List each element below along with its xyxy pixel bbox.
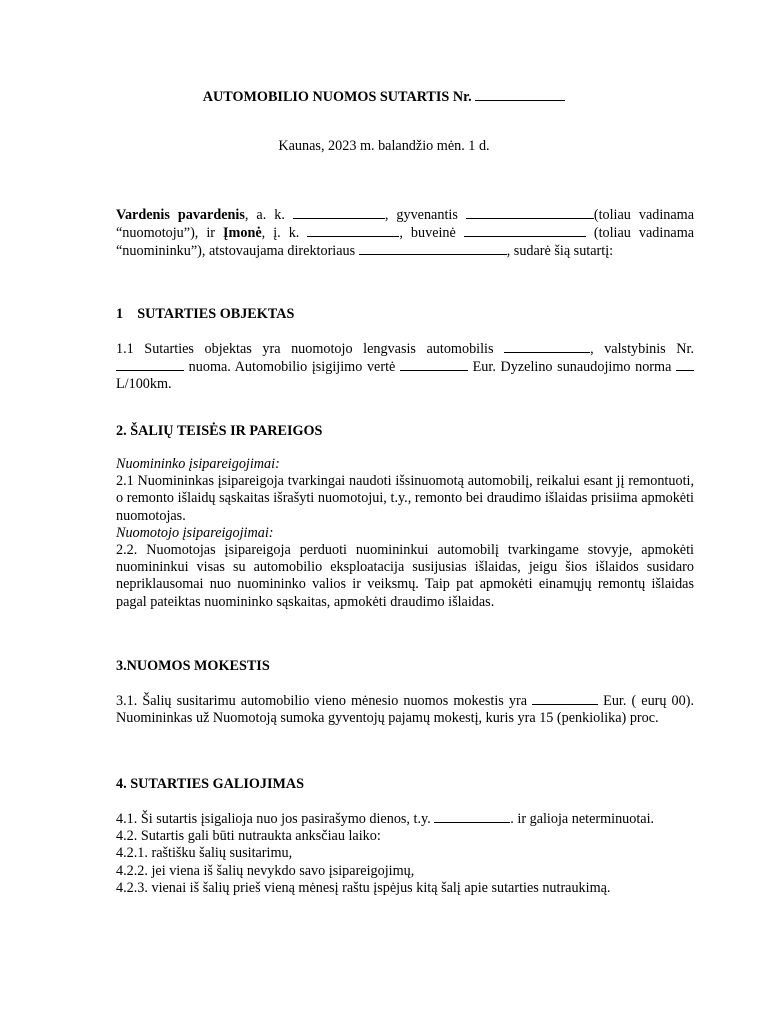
blank <box>400 358 468 371</box>
blank <box>466 206 594 219</box>
section-4-heading: 4. SUTARTIES GALIOJIMAS <box>116 776 305 792</box>
blank <box>676 358 694 371</box>
blank <box>359 242 507 255</box>
party-name: Vardenis pavardenis <box>116 207 245 223</box>
section-3-heading: 3.NUOMOS MOKESTIS <box>116 658 270 674</box>
clause-line: 4.2.1. raštišku šalių susitarimu, <box>116 845 293 862</box>
parties-paragraph: Vardenis pavardenis, a. k. , gyvenantis (toliau vadinama “nuomotoju”), ir Įmonė, į. k. , buveinė (toliau vadinama “nuomininku”), atstovaujama direktoriaus , sudarė šią sutartį: <box>116 207 695 260</box>
blank <box>293 206 385 219</box>
section-4-body <box>116 810 694 897</box>
blank <box>116 358 184 371</box>
section-1-heading: 1 SUTARTIES OBJEKTAS <box>116 306 295 322</box>
blank <box>307 224 399 237</box>
blank <box>532 692 598 705</box>
section-3-text: 3.1. Šalių susitarimu automobilio vieno mėnesio nuomos mokestis yra Eur. ( eurų 00). Nuomininkas už Nuomotoją sumoka gyventojų pajamų mokestį, kuris yra 15 (penkiolika) proc. <box>116 693 695 727</box>
clause-line: 4.2. Sutartis gali būti nutraukta anksčiau laiko: <box>116 828 381 845</box>
blank <box>504 340 590 353</box>
clause-line: 4.2.3. vienai iš šalių prieš vieną mėnesį raštu įspėjus kitą šalį apie sutarties nutraukimą. <box>116 879 611 896</box>
clause-2-1: 2.1 Nuomininkas įsipareigoja tvarkingai naudoti išsinuomotą automobilį, reikalui esant jį remontuoti, o remonto išlaidų sąskaitas išrašyti nuomotojui, t.y., remonto bei draudimo išlaidas prisiima apmokėti nuomotojas. <box>116 473 694 524</box>
section-2-heading: 2. ŠALIŲ TEISĖS IR PAREIGOS <box>116 423 323 439</box>
title-text: AUTOMOBILIO NUOMOS SUTARTIS Nr. <box>202 89 472 105</box>
section-2-body <box>116 456 694 611</box>
company-name: Įmonė <box>223 225 262 242</box>
subheading-tenant: Nuomininko įsipareigojimai: <box>116 456 280 472</box>
place-date: Kaunas, 2023 m. balandžio mėn. 1 d. <box>278 138 490 154</box>
blank <box>464 224 586 237</box>
contract-number-blank <box>475 88 565 101</box>
subheading-landlord: Nuomotojo įsipareigojimai: <box>116 524 274 541</box>
clause-line: 4.2.2. jei viena iš šalių nevykdo savo įsipareigojimų, <box>116 862 415 879</box>
document-title <box>0 88 768 106</box>
section-1-text: 1.1 Sutarties objektas yra nuomotojo lengvasis automobilis , valstybinis Nr. nuoma. Automobilio įsigijimo vertė Eur. Dyzelino sunaudojimo norma L/100km. <box>116 341 695 393</box>
blank <box>434 810 510 823</box>
clause-2-2: 2.2. Nuomotojas įsipareigoja perduoti nuomininkui automobilį tvarkingame stovyje, apmokėti nuomininkui visas su automobilio eksploatacija susijusias išlaidas, jeigu šios išlaidos susidaro nepriklausomai nuo nuomininko valios ir veiksmų. Taip pat apmokėti einamųjų remontų išlaidas pagal pateiktas nuomininko sąskaitas, apmokėti draudimo išlaidas. <box>116 542 694 610</box>
clause-4-1: 4.1. Ši sutartis įsigalioja nuo jos pasirašymo dienos, t.y. . ir galioja neterminuotai. <box>116 811 655 827</box>
